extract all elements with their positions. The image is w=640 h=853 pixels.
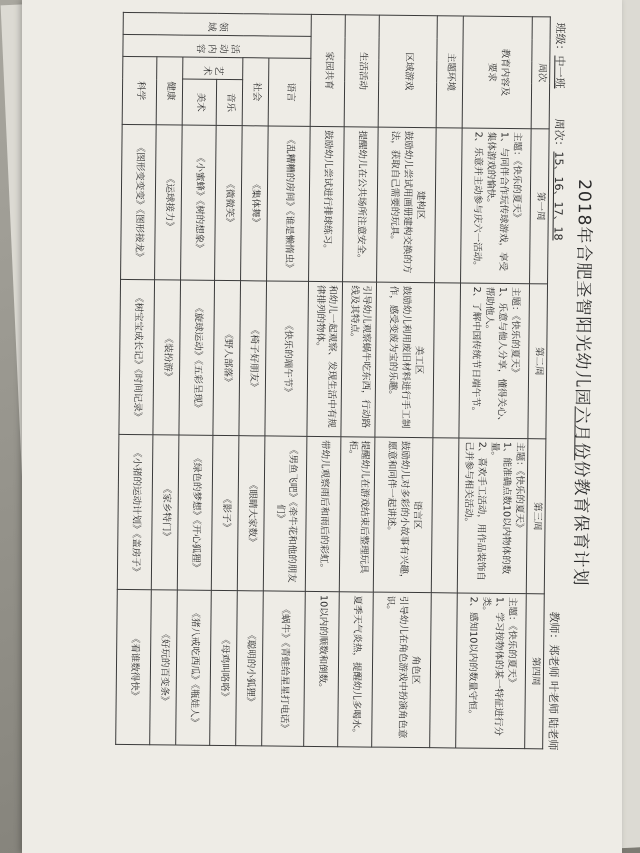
society-cell: 《集体舞》 <box>241 126 269 281</box>
empty-cell <box>435 128 463 283</box>
science-cell: 《看谁数得快》 <box>116 589 152 744</box>
goal-item: 1、学习按物体的某一特征进行分类。 <box>480 596 505 737</box>
area-title: 语言区 <box>411 500 423 530</box>
area-cell <box>373 437 433 593</box>
society-cell: 《聪明的小狐狸》 <box>236 591 264 746</box>
week-header: 第三周 <box>526 439 545 594</box>
science-cell: 《小猪的运动计划》《盖房子》 <box>117 434 153 589</box>
language-cell: 《男鱼飞吧》《牵牛花和他的朋友们》 <box>263 436 307 591</box>
empty-cell <box>433 283 461 438</box>
goal-item: 1、乐意与他人分享，懂得关心、帮助他人。 <box>483 286 508 427</box>
goal-cell <box>459 283 530 439</box>
science-cell: 《树宝宝成长记》《时间记录》 <box>119 279 155 434</box>
content-label-2: 要求 <box>486 62 498 82</box>
header-zhouci <box>531 17 550 129</box>
area-title: 美工区 <box>412 345 425 375</box>
fine-art-cell: 《小蜜蜂》《树的想象》 <box>181 125 217 280</box>
family-cell: 和幼儿一起观察、发现生活中有规律排列的物体。 <box>307 281 343 436</box>
goal-cell <box>456 593 527 749</box>
title-prefix: 2018年合肥圣智阳光幼儿园 <box>571 179 595 407</box>
class-label: 班级： <box>553 22 567 56</box>
row-label-family: 家园共育 <box>310 14 345 126</box>
week-header: 第四周 <box>525 594 544 749</box>
label-activity-content: 活动内容 <box>123 34 311 58</box>
title-suffix: 份教育保育计划 <box>569 460 592 587</box>
fine-art-cell: 《猪八戒吃西瓜》《瓶娃人》 <box>176 590 212 745</box>
area-text: 鼓励幼儿对多彩的小故事有兴趣，愿意和同伴一起讲述。 <box>385 440 411 584</box>
teachers-line <box>545 611 562 750</box>
area-cell <box>372 592 432 748</box>
goal-item: 2、乐意并主动参与庆六一活动。 <box>471 131 484 271</box>
area-title: 建构区 <box>414 190 426 220</box>
goal-item: 2、感知10以内的数量守恒。 <box>466 596 480 720</box>
table-row <box>372 15 438 748</box>
document-title <box>568 3 601 763</box>
goal-cell <box>461 128 532 284</box>
row-label-theme-env: 主题环境 <box>436 16 463 128</box>
weeks-label: 周次： <box>552 118 566 152</box>
health-cell: 《家乡特门》 <box>151 435 179 590</box>
goal-theme: 主题：《快乐的夏天》 <box>510 132 523 223</box>
music-cell: 《野人部落》 <box>213 280 241 435</box>
music-cell: 《微微笑》 <box>215 125 243 280</box>
content-label-cell <box>462 16 532 129</box>
area-cell <box>375 282 435 438</box>
language-cell: 《蜗牛》《青蛙给星星打电话》 <box>262 591 306 746</box>
language-cell: 《乱糟糟的房间》《谁是懒惰虫》 <box>267 126 311 281</box>
society-cell: 《眼睛大家数》 <box>237 436 265 591</box>
label-fine-art: 美术 <box>182 79 216 125</box>
empty-cell <box>431 438 459 593</box>
row-label-area-games: 区域游戏 <box>378 15 437 128</box>
title-month: 六月份 <box>571 406 592 461</box>
goal-item: 2、了解中国传统节日端午节。 <box>469 286 483 417</box>
music-cell: 《影子》 <box>211 435 239 590</box>
family-cell: 带幼儿观察雨后和雨后的彩虹。 <box>305 436 341 591</box>
family-cell: 鼓励幼儿尝试进行排球练习。 <box>309 126 345 281</box>
empty-cell <box>430 593 458 748</box>
goal-cell <box>457 438 528 594</box>
weeks-value: 15、16、17、18 <box>551 151 566 241</box>
week-header: 第二周 <box>528 284 547 439</box>
life-cell: 提醒幼儿在游戏结束后整理玩具柜。 <box>339 437 375 592</box>
label-language: 语言 <box>268 58 311 126</box>
class-weeks-line <box>550 22 568 240</box>
area-text: 鼓励幼儿尝试用画册建构交换的方法，获取自己需要的玩具。 <box>388 130 414 274</box>
label-domain: 领域 <box>123 12 311 36</box>
health-cell: 《装扮游》 <box>153 280 181 435</box>
label-science: 科学 <box>122 56 157 124</box>
goal-theme: 主题：《快乐的夏天》 <box>508 287 521 378</box>
class-value: 中一班 <box>553 55 567 89</box>
zhouci-label: 周次 <box>536 63 548 83</box>
goal-theme: 主题：《快乐的夏天》 <box>505 596 518 688</box>
plan-table <box>115 12 551 749</box>
life-cell: 夏季天气炎热，提醒幼儿多喝水。 <box>338 592 374 747</box>
science-cell: 《图形变变变》《图形接龙》 <box>121 124 157 279</box>
row-label-life: 生活活动 <box>344 15 379 127</box>
label-society: 社会 <box>242 58 269 126</box>
fine-art-cell: 《绿色的梦想》《开心狐狸》 <box>177 435 213 590</box>
goal-theme: 主题：《快乐的夏天》 <box>513 442 526 533</box>
area-cell <box>377 127 437 283</box>
society-cell: 《椅子好朋友》 <box>239 281 267 436</box>
goal-item: 1、与同伴合作玩传球游戏，享受集体游戏的愉快。 <box>484 131 510 272</box>
goal-item: 2、喜欢手工活动，用作品装饰自己并参与相关活动。 <box>462 441 488 581</box>
area-text: 鼓励幼儿利用废旧材料进行手工制作，感受变废为宝的乐趣。 <box>387 285 413 429</box>
content-label-1: 教育内容及 <box>498 48 511 97</box>
table-row <box>262 14 312 746</box>
life-cell: 引导幼儿观察蜗牛吃东西，行动路线及其特点。 <box>341 282 377 437</box>
week-header: 第一周 <box>530 129 549 284</box>
rotated-document <box>35 0 603 763</box>
label-health: 健康 <box>156 57 183 125</box>
fine-art-cell: 《旋球运动》《五彩呈现》 <box>179 280 215 435</box>
health-cell: 《运球接力》 <box>155 125 183 280</box>
health-cell: 《好玩的百变条》 <box>150 590 178 745</box>
teachers-value: 郑老师 叶老师 陆老师 <box>546 644 561 751</box>
area-text: 引导幼儿在角色游戏中扮演角色意识。 <box>384 595 409 739</box>
label-art: 艺术 <box>183 57 243 80</box>
label-music: 音乐 <box>216 79 242 125</box>
area-title: 角色区 <box>409 655 421 685</box>
life-cell: 提醒幼儿在公共场所注意安全。 <box>343 127 379 282</box>
goal-item: 1、能准确点数10以内物体的数量。 <box>488 441 513 575</box>
teachers-label: 教师： <box>547 611 561 645</box>
paper-sheet <box>22 0 622 853</box>
family-cell: 10以内的顺数和倒数。 <box>304 591 340 746</box>
table-row <box>456 16 533 749</box>
music-cell: 《母鸡叫咯咯》 <box>210 590 238 745</box>
language-cell: 《快乐的端午节》 <box>265 281 309 436</box>
